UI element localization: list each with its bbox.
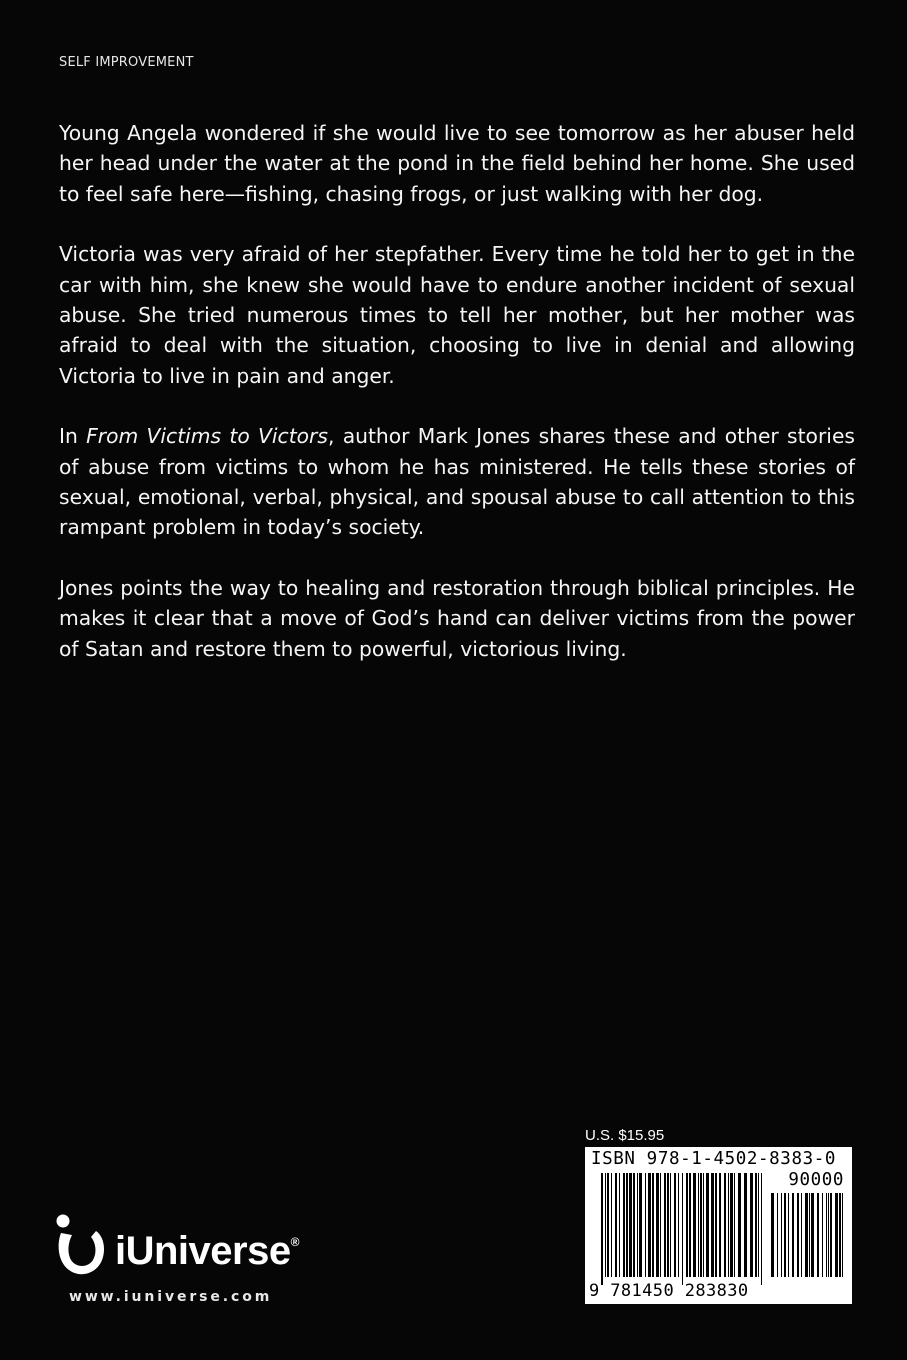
barcode-bar — [601, 1173, 603, 1285]
barcode-bar — [607, 1173, 609, 1277]
barcode-bar — [715, 1173, 717, 1277]
barcode-bar — [626, 1173, 628, 1277]
paragraph-3-prefix: In — [59, 424, 87, 449]
blurb-paragraph-3 — [59, 421, 855, 543]
barcode-bar — [711, 1173, 714, 1277]
blurb-paragraph-1: Young Angela wondered if she would live to see tomorrow as her abuser held her head under the water at the pond in the field behind her home. She used to feel safe here—fishing, chasing frogs, or just walking with her dog. — [59, 121, 855, 206]
barcode-bar — [797, 1193, 799, 1277]
paragraph-3-text: , author Mark Jones shares these and other stories of abuse from victims to whom he has ministered. He tells these stories of sexual, emotional, verbal, physical, and spousal abuse to call attention to this rampant problem in today’s society. — [59, 424, 855, 540]
barcode-bar — [660, 1173, 661, 1277]
barcode-bar — [674, 1173, 676, 1277]
barcode-bar — [730, 1173, 733, 1277]
barcode-bar — [605, 1173, 606, 1277]
book-title: From Victims to Victors — [86, 424, 328, 449]
barcode-bar — [686, 1173, 688, 1277]
barcode-bar — [619, 1173, 620, 1277]
barcode-bar — [830, 1193, 832, 1277]
barcode-bar — [633, 1173, 635, 1277]
barcode-bar — [678, 1173, 679, 1277]
barcode-bar — [828, 1193, 829, 1277]
barcode-bar — [835, 1193, 838, 1277]
barcode-bar — [719, 1173, 721, 1277]
barcode-bar — [750, 1173, 753, 1277]
barcode-bar — [744, 1173, 747, 1277]
barcode-bar — [664, 1173, 666, 1277]
barcode-bar — [611, 1173, 612, 1277]
barcode-bar — [761, 1173, 762, 1285]
barcode-bar — [781, 1193, 782, 1277]
barcode-bar — [784, 1193, 786, 1277]
barcode-bar — [788, 1193, 789, 1277]
barcode-bar — [826, 1193, 827, 1277]
barcode-bar — [706, 1173, 709, 1277]
barcode-bar — [734, 1173, 735, 1277]
barcode-bar — [809, 1193, 810, 1277]
barcode-bar — [623, 1173, 625, 1277]
publisher-logo — [55, 1213, 335, 1313]
barcode-bar — [703, 1173, 704, 1277]
barcode-bar — [842, 1193, 843, 1277]
barcode-bar — [637, 1173, 638, 1277]
category-label: SELF IMPROVEMENT — [59, 55, 194, 70]
barcode-bar — [629, 1173, 632, 1277]
barcode-bar — [652, 1173, 654, 1277]
ean-digits: 9 781450 283830 — [589, 1281, 749, 1301]
blurb-paragraph-2: Victoria was very afraid of her stepfather. Every time he told her to get in the car with him, she knew she would have to endure another incident of sexual abuse. She tried numerous times to tell her mother, but her mother was afraid to deal with the situation, choosing to live in denial and allowing Victoria to live in pain and anger. — [59, 242, 855, 388]
barcode-bar — [777, 1193, 778, 1277]
price-addon-code: 90000 — [788, 1170, 844, 1190]
barcode-bar — [801, 1193, 802, 1277]
barcode-bar — [670, 1173, 671, 1277]
barcode-bar — [817, 1193, 819, 1277]
barcode-bar — [656, 1173, 659, 1277]
barcode-bar — [667, 1173, 669, 1277]
barcode-bar — [738, 1173, 741, 1277]
barcode-bar — [839, 1193, 841, 1277]
barcode-bar — [700, 1173, 702, 1277]
barcode-bar — [693, 1173, 696, 1277]
barcode-bar — [689, 1173, 691, 1277]
barcode-bar — [822, 1193, 823, 1277]
barcode-bar — [645, 1173, 646, 1277]
barcode-bar — [758, 1173, 759, 1277]
barcode-bar — [648, 1173, 651, 1277]
blurb-paragraph-4: Jones points the way to healing and restoration through biblical principles. He makes it clear that a move of God’s hand can deliver victims from the power of Satan and restore them to powerful, victorious living. — [59, 575, 855, 661]
barcode-bar — [698, 1173, 699, 1277]
barcode-bar — [615, 1173, 617, 1277]
publisher-url: www.iuniverse.com — [69, 1289, 273, 1305]
barcode-bar — [805, 1193, 808, 1277]
barcode-bar — [755, 1173, 757, 1277]
back-cover-blurb — [59, 118, 855, 694]
barcode-bar — [811, 1193, 814, 1277]
barcode-bar — [728, 1173, 729, 1277]
barcode-bar — [792, 1193, 794, 1277]
isbn-number: ISBN 978-1-4502-8383-0 — [591, 1149, 836, 1169]
price-label: U.S. $15.95 — [585, 1127, 665, 1144]
barcode-bar — [724, 1173, 726, 1277]
iuniverse-logo-icon — [55, 1213, 107, 1279]
publisher-name: iUniverse® — [115, 1229, 299, 1273]
barcode — [585, 1147, 852, 1304]
barcode-bar — [771, 1193, 774, 1277]
barcode-bar — [639, 1173, 642, 1277]
barcode-bar — [682, 1173, 683, 1285]
